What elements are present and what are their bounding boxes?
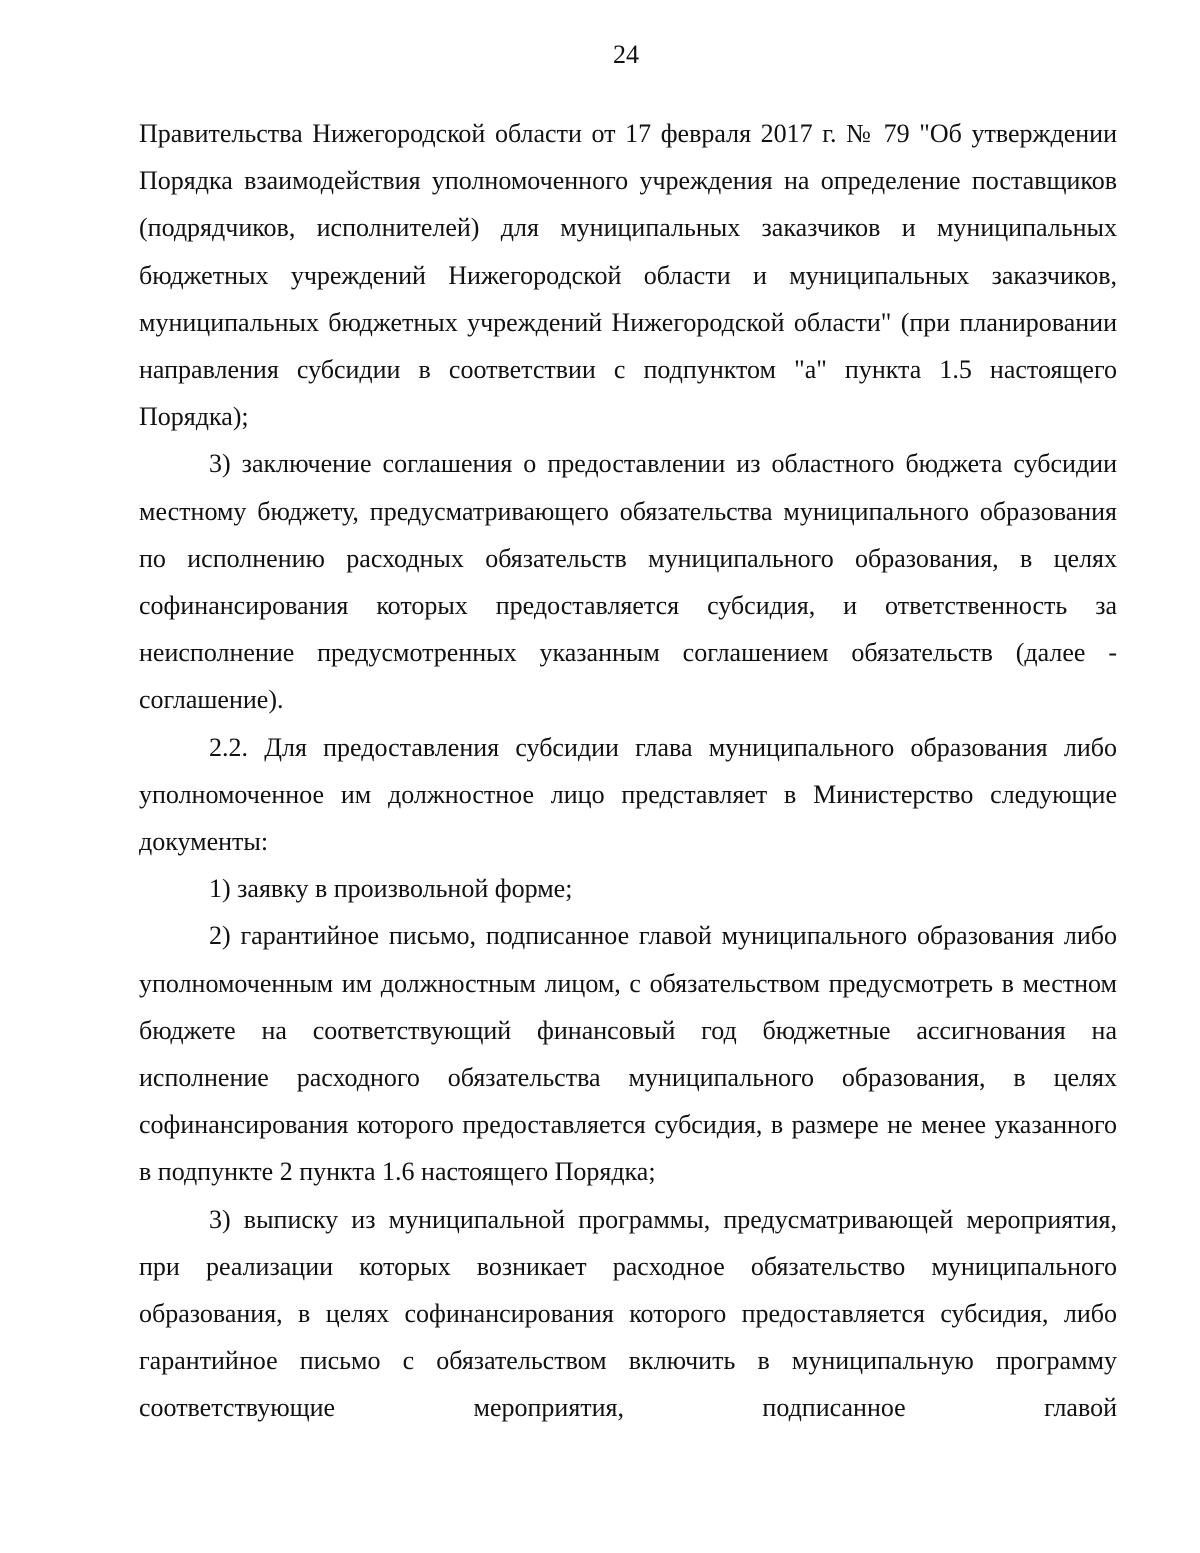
paragraph-continuation: Правительства Нижегородской области от 17 февраля 2017 г. № 79 "Об утверждении Порядка взаимодействия уполномоченного учреждения на определение поставщиков (подрядчиков, исполнителей) для муниципальных заказчиков и муниципальных бюджетных учреждений Нижегородской области и муниципальных заказчиков, муниципальных бюджетных учреждений Нижегородской области" (при планировании направления субсидии в соответствии с подпунктом "а" пункта 1.5 настоящего Порядка);	[139, 119, 1117, 432]
paragraph-item-2-guarantee-letter: 2) гарантийное письмо, подписанное главой муниципального образования либо уполномоченным им должностным лицом, с обязательством предусмотреть в местном бюджете на соответствующий финансовый год бюджетные ассигнования на исполнение расходного обязательства муниципального образования, в целях софинансирования которого предоставляется субсидия, в размере не менее указанного в подпункте 2 пункта 1.6 настоящего Порядка;	[139, 921, 1117, 1187]
paragraph-item-3-program-extract: 3) выписку из муниципальной программы, предусматривающей мероприятия, при реализации которых возникает расходное обязательство муниципального образования, в целях софинансирования которого предоставляется субсидия, либо гарантийное письмо с обязательством включить в муниципальную программу соответствующие мероприятия, подписанное главой	[139, 1204, 1117, 1423]
paragraph-item-3-agreement: 3) заключение соглашения о предоставлении из областного бюджета субсидии местному бюджету, предусматривающего обязательства муниципального образования по исполнению расходных обязательств муниципального образования, в целях софинансирования которых предоставляется субсидия, и ответственность за неисполнение предусмотренных указанным соглашением обязательств (далее - соглашение).	[139, 449, 1117, 715]
page-number: 24	[613, 40, 639, 69]
paragraph-item-1-application: 1) заявку в произвольной форме;	[209, 874, 573, 904]
paragraph-section-2-2: 2.2. Для предоставления субсидии глава муниципального образования либо уполномоченное им должностное лицо представляет в Министерство следующие документы:	[139, 732, 1117, 857]
document-body	[139, 110, 1117, 1432]
